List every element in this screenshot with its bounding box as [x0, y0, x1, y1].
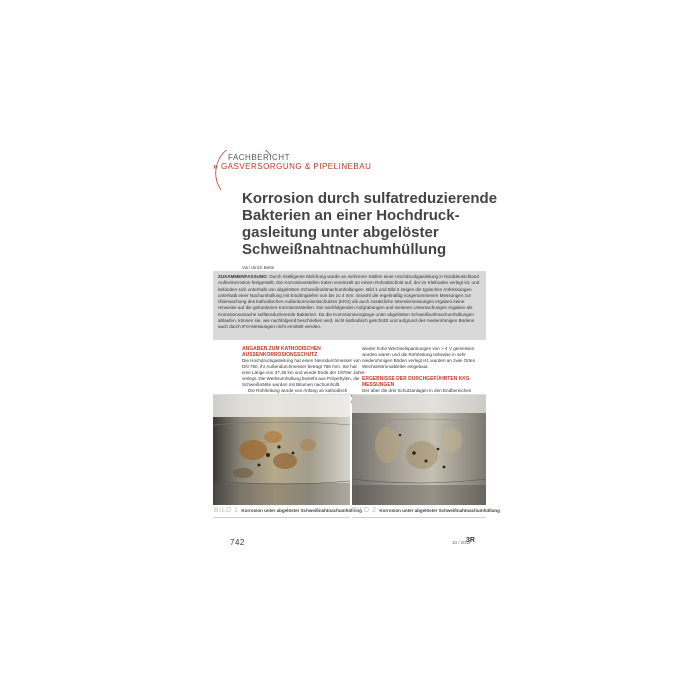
section-label	[213, 162, 371, 171]
caption-rule	[213, 517, 350, 518]
abstract-body: Durch intelligente Molchung wurde an mehreren Stellen einer Hochdruckgasleitung in Norddeutschland Außenkorrosion festgestellt. Die Korrosionsstellen traten vereinzelt an einem Rohrabschnitt auf, der im Kleiboden verlegt ist, und befanden sich unterhalb von abgelösten Schweißnahtnachumhüllungen. Bild 1 und Bild 2 zeigen die typischen Anfressungen unterhalb einer Nachumhüllung mit Eindringtiefen von bis zu 4 mm. Sowohl die regelmäßig vorgenommenen Messungen zur Überwachung des kathodischen Außenkorrosionsschutzes (KKS) als auch zusätzliche Intensivmessungen ergaben keine Hinweise auf die gefundenen Korrosionsstellen. Die nachfolgenden Aufgrabungen und weiteren Untersuchungen ergaben als Korrosionsursache sulfatreduzierende Bakterien. Da die Korrosionsvorgänge unter abgelösten Schweißnahtnachumhüllungen ablaufen, können sie, wie nachfolgend beschrieben wird, nicht kathodisch geschützt und aufgrund des niederohmigen Bodens auch durch IFO-Messungen nicht ermittelt werden.	[218, 274, 480, 329]
issue-label: 10 / 2011	[452, 540, 471, 545]
abstract-lead: ZUSAMMENFASSUNG	[218, 274, 267, 279]
figure-number: BILD 1	[214, 507, 239, 514]
page-number: 742	[230, 538, 245, 547]
caption-rule	[352, 517, 486, 518]
paragraph: Die Hochdruckgasleitung hat einen Nenndurchmesser von DN 750, ihr Außendurchmesser beträgt 768 mm. Sie hat eine Länge von 37,36 km und wurde Ende der 1970er Jahre verlegt. Die Werksumhüllung besteht aus Polyethylen, die Schweißnähte wurden mit Bitumen nachumhüllt.	[242, 358, 365, 387]
figure-2-caption	[352, 507, 500, 514]
abstract-text: ZUSAMMENFASSUNG: Durch intelligente Molchung wurde an mehreren Stellen einer Hochdruckgasleitung in Norddeutschland Außenkorrosion festgestellt. Die Korrosionsstellen traten vereinzelt an einem Rohrabschnitt auf, der im Kleiboden verlegt ist, und befanden sich unterhalb von abgelösten Schweißnahtnachumhüllungen. Bild 1 und Bild 2 zeigen die typischen Anfressungen unterhalb einer Nachumhüllung mit Eindringtiefen von bis zu 4 mm. Sowohl die regelmäßig vorgenommenen Messungen zur Überwachung des kathodischen Außenkorrosionsschutzes (KKS) als auch zusätzliche Intensivmessungen ergaben keine Hinweise auf die gefundenen Korrosionsstellen. Die nachfolgenden Aufgrabungen und weiteren Untersuchungen ergaben als Korrosionsursache sulfatreduzierende Bakterien. Da die Korrosionsvorgänge unter abgelösten Schweißnahtnachumhüllungen ablaufen, können sie, wie nachfolgend beschrieben wird, nicht kathodisch geschützt und aufgrund des niederohmigen Bodens auch durch IFO-Messungen nicht ermittelt werden.	[218, 274, 480, 329]
abstract-box	[213, 271, 486, 340]
figure-caption-text: Korrosion unter abgelöster Schweißnahtnachumhüllung	[379, 508, 500, 513]
section-heading-kks: ANGABEN ZUM KATHODISCHEN AUSSENKORROSIONSSCHUTZ	[242, 346, 321, 358]
paragraph: wieder hohe Wechselspannungen von > 4 V gemessen worden waren und die Rohrleitung teilweise in sehr niederohmigen Böden verlegt ist, wurden an zwei Orten Wechselstromableiter eingebaut.	[362, 346, 476, 369]
article-author: Von Ulrich Bette	[242, 265, 275, 270]
brand-logo: 3R	[466, 537, 475, 544]
article-title: Korrosion durch sulfatreduzierende Bakterien an einer Hochdruckgasleitung unter abgelöster Schweißnahtnachumhüllung	[242, 190, 498, 258]
section-title: GASVERSORGUNG & PIPELINEBAU	[220, 162, 372, 171]
section-heading-results: ERGEBNISSE DER DURCHGEFÜHRTEN KKS-MESSUNGEN	[362, 375, 471, 388]
figure-1-caption	[214, 507, 362, 514]
section-arrow-icon: »	[213, 162, 218, 171]
figure-number: BILD 2	[352, 507, 377, 514]
paragraph: Die Rohrleitung wurde von Anfang an kathodisch drei	[248, 387, 355, 399]
figure-2-photo	[352, 394, 486, 505]
kicker-label: FACHBERICHT	[228, 153, 290, 162]
paragraph: Der über die drei Schutzanlagen in den Endbereichen	[362, 387, 472, 393]
figure-1-photo	[213, 394, 350, 505]
figure-caption-text: Korrosion unter abgelöster Schweißnahtnachumhüllung	[241, 508, 362, 513]
